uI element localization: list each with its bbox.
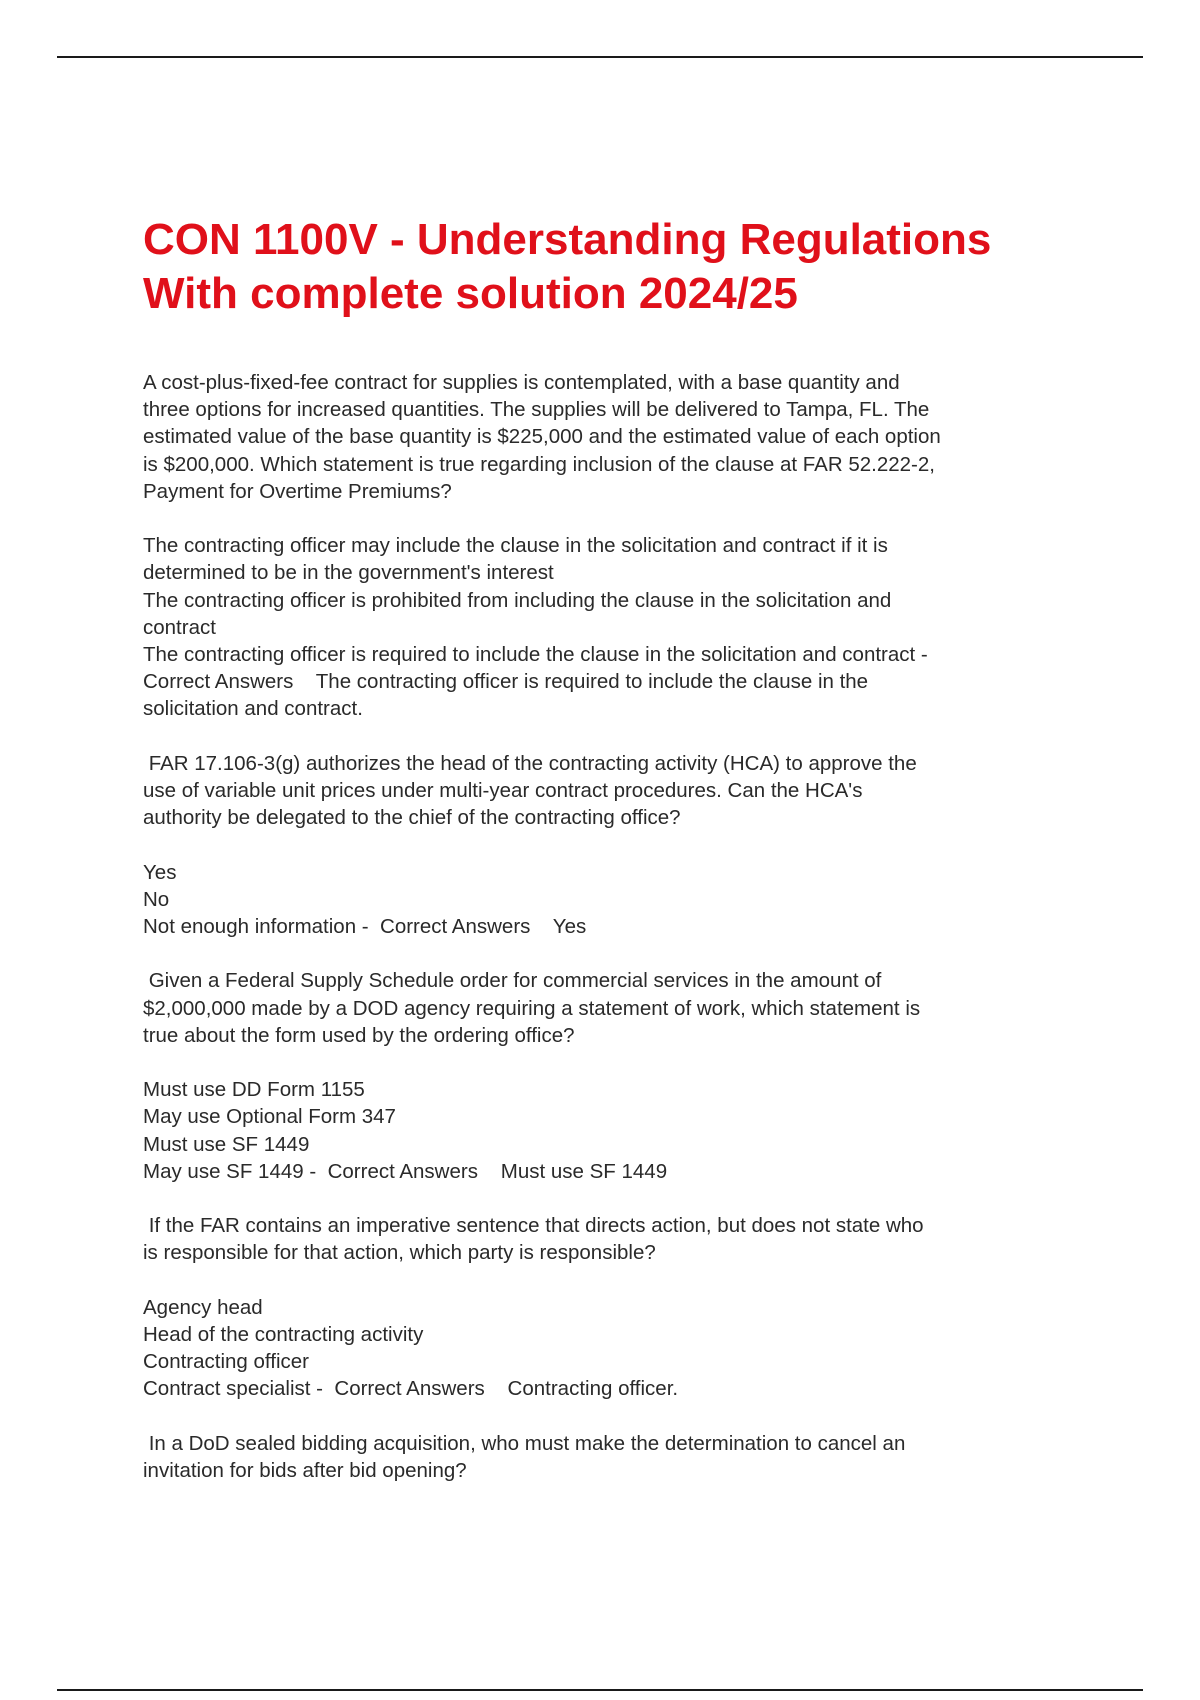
answer-options <box>143 859 1093 941</box>
text-line: Head of the contracting activity <box>143 1323 424 1346</box>
text-line: is responsible for that action, which party is responsible? <box>143 1241 656 1265</box>
question-paragraph <box>143 369 1093 505</box>
bottom-rule <box>57 1689 1143 1691</box>
question-paragraph <box>143 1430 1093 1484</box>
text-line: Contract specialist - Correct Answers Contracting officer. <box>143 1377 679 1401</box>
text-line: The contracting officer may include the clause in the solicitation and contract if it is <box>143 534 888 558</box>
text-line: three options for increased quantities. The supplies will be delivered to Tampa, FL. The <box>143 398 930 422</box>
answer-options <box>143 532 1093 722</box>
text-line: Yes <box>143 860 177 884</box>
text-line: estimated value of the base quantity is $225,000 and the estimated value of each option <box>143 425 941 449</box>
text-line: FAR 17.106-3(g) authorizes the head of the contracting activity (HCA) to approve the <box>143 751 917 775</box>
text-line: In a DoD sealed bidding acquisition, who must make the determination to cancel an <box>143 1431 906 1455</box>
document-body <box>143 369 1093 1511</box>
document-title <box>143 213 1103 321</box>
text-line: The contracting officer is required to include the clause in the solicitation and contract - <box>143 643 928 667</box>
text-line: Given a Federal Supply Schedule order for commercial services in the amount of <box>143 969 882 993</box>
text-line: use of variable unit prices under multi-year contract procedures. Can the HCA's <box>143 779 863 803</box>
text-line: solicitation and contract. <box>143 697 363 721</box>
text-line: Must use DD Form 1155 <box>143 1078 365 1102</box>
text-line: $2,000,000 made by a DOD agency requiring a statement of work, which statement is <box>143 996 921 1020</box>
question-paragraph <box>143 967 1093 1049</box>
text-line: authority be delegated to the chief of the contracting office? <box>143 806 681 830</box>
text-line: A cost-plus-fixed-fee contract for supplies is contemplated, with a base quantity and <box>143 371 900 394</box>
text-line: invitation for bids after bid opening? <box>143 1459 467 1482</box>
text-line: true about the form used by the ordering office? <box>143 1023 575 1047</box>
text-line: determined to be in the government's interest <box>143 561 554 585</box>
title-line-2: With complete solution 2024/25 <box>143 269 798 318</box>
text-line: If the FAR contains an imperative sentence that directs action, but does not state who <box>143 1214 924 1238</box>
text-line: Correct Answers The contracting officer is required to include the clause in the <box>143 670 869 694</box>
top-rule <box>57 56 1143 58</box>
answer-options <box>143 1294 1093 1403</box>
question-paragraph <box>143 1212 1093 1266</box>
text-line: May use Optional Form 347 <box>143 1105 396 1129</box>
text-line: The contracting officer is prohibited from including the clause in the solicitation and <box>143 588 892 612</box>
text-line: contract <box>143 615 216 639</box>
text-line: Payment for Overtime Premiums? <box>143 479 452 503</box>
text-line: is $200,000. Which statement is true regarding inclusion of the clause at FAR 52.222-2, <box>143 452 935 476</box>
question-paragraph <box>143 750 1093 832</box>
text-line: No <box>143 887 170 911</box>
title-line-1: CON 1100V - Understanding Regulations <box>143 215 992 264</box>
text-line: May use SF 1449 - Correct Answers Must use SF 1449 <box>143 1159 668 1183</box>
text-line: Must use SF 1449 <box>143 1132 310 1156</box>
text-line: Agency head <box>143 1295 263 1319</box>
text-line: Not enough information - Correct Answers Yes <box>143 915 587 939</box>
text-line: Contracting officer <box>143 1350 309 1374</box>
answer-options <box>143 1076 1093 1185</box>
